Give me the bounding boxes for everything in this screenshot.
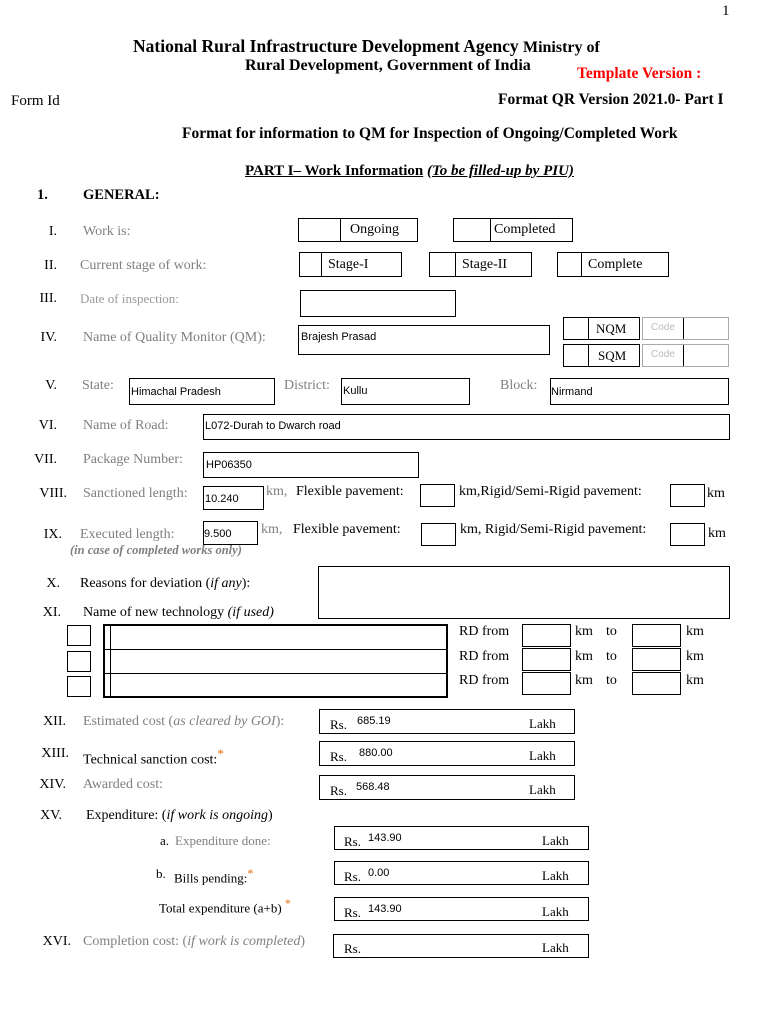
tech-sanction-value: 880.00: [359, 747, 393, 759]
executed-flexible-input[interactable]: [421, 523, 456, 546]
technology-checkbox-2[interactable]: [67, 651, 91, 672]
district-value: Kullu: [343, 385, 368, 397]
executed-note: (in case of completed works only): [70, 543, 242, 557]
rd-to-label-1: to: [606, 624, 617, 639]
row-num-viii: VIII.: [39, 486, 67, 501]
sanctioned-flexible-input[interactable]: [420, 484, 455, 507]
rd-to-label-2: to: [606, 649, 617, 664]
executed-km-unit: km,: [261, 522, 283, 537]
reasons-label-em: if any: [210, 576, 242, 591]
total-expenditure-input[interactable]: [334, 897, 589, 921]
block-label: Block:: [500, 378, 538, 393]
part-heading: [245, 163, 574, 180]
total-expenditure-required-icon: *: [284, 896, 291, 910]
row-num-ix: IX.: [43, 527, 62, 542]
completion-cost-unit: Lakh: [542, 940, 569, 955]
bills-pending-label: [174, 866, 253, 886]
stage-1-label: Stage-I: [328, 257, 369, 272]
awarded-cost-input[interactable]: [319, 775, 575, 800]
qm-label: Name of Quality Monitor (QM):: [83, 330, 266, 345]
completion-cost-label-text: Completion cost: (: [83, 934, 188, 949]
stage-2-option[interactable]: [429, 252, 532, 277]
completed-checkbox[interactable]: [454, 219, 491, 241]
estimated-cost-label: [83, 714, 284, 730]
stage-1-checkbox[interactable]: [300, 253, 322, 276]
nqm-checkbox[interactable]: [564, 318, 589, 339]
nqm-label: NQM: [596, 321, 627, 336]
executed-length-label: Executed length:: [80, 527, 175, 542]
row-num-ii: II.: [44, 258, 57, 273]
district-label: District:: [284, 378, 330, 393]
reasons-label: [80, 576, 250, 592]
total-expenditure-unit: Lakh: [542, 904, 569, 919]
technology-name-table: [103, 624, 448, 698]
completion-cost-label-em: if work is completed: [187, 934, 301, 949]
tech-sanction-rs: Rs.: [330, 749, 347, 764]
agency-text: National Rural Infrastructure Development Agency: [133, 36, 519, 56]
nqm-code-input[interactable]: [642, 317, 729, 340]
completion-cost-label-end: ): [300, 934, 306, 949]
state-input[interactable]: [129, 378, 275, 405]
bills-pending-input[interactable]: [334, 861, 589, 885]
bills-pending-required-icon: *: [247, 866, 254, 880]
completed-label: Completed: [494, 222, 556, 237]
package-value: HP06350: [206, 459, 252, 471]
estimated-cost-rs: Rs.: [330, 717, 347, 732]
expenditure-label-em: if work is ongoing: [166, 808, 268, 823]
bills-pending-unit: Lakh: [542, 868, 569, 883]
estimated-cost-label-em: as cleared by GOI: [173, 714, 276, 729]
sanctioned-rigid-input[interactable]: [670, 484, 705, 507]
complete-label: Complete: [588, 257, 643, 272]
total-expenditure-value: 143.90: [368, 903, 402, 915]
sanctioned-km-unit: km,: [266, 484, 288, 499]
rd-km-label-2: km: [575, 649, 593, 664]
sanctioned-flexible-label: Flexible pavement:: [296, 484, 404, 499]
rd-km-end-2: km: [686, 649, 704, 664]
rd-to-input-2[interactable]: [632, 648, 681, 671]
completion-cost-label: [83, 934, 305, 950]
rd-km-end-3: km: [686, 673, 704, 688]
rd-from-input-1[interactable]: [522, 624, 571, 647]
rd-from-input-2[interactable]: [522, 648, 571, 671]
expenditure-done-rs: Rs.: [344, 834, 361, 849]
nqm-code-placeholder: Code: [651, 322, 675, 333]
qm-name-input[interactable]: [298, 325, 550, 355]
executed-rigid-label: km, Rigid/Semi-Rigid pavement:: [460, 522, 647, 537]
row-num-x: X.: [46, 576, 60, 591]
section-number: 1.: [37, 187, 48, 203]
rd-from-label-1: RD from: [459, 624, 510, 639]
sqm-option[interactable]: [563, 344, 640, 367]
rd-km-label-1: km: [575, 624, 593, 639]
total-expenditure-rs: Rs.: [344, 905, 361, 920]
date-input[interactable]: [300, 290, 456, 317]
sanctioned-rigid-km: km: [707, 486, 725, 501]
expenditure-b-num: b.: [156, 866, 166, 881]
technology-checkbox-3[interactable]: [67, 676, 91, 697]
ministry-line: Rural Development, Government of India: [245, 57, 531, 74]
stage-2-label: Stage-II: [462, 257, 508, 272]
format-version: Format QR Version 2021.0- Part I: [498, 91, 724, 108]
estimated-cost-unit: Lakh: [529, 716, 556, 731]
ongoing-checkbox[interactable]: [299, 219, 341, 241]
sanctioned-length-input[interactable]: [203, 486, 264, 510]
stage-2-checkbox[interactable]: [430, 253, 456, 276]
row-num-iv: IV.: [40, 330, 57, 345]
sqm-checkbox[interactable]: [564, 345, 589, 366]
bills-pending-rs: Rs.: [344, 869, 361, 884]
form-title: Format for information to QM for Inspection of Ongoing/Completed Work: [182, 125, 678, 142]
nqm-option[interactable]: [563, 317, 640, 340]
rd-from-label-2: RD from: [459, 649, 510, 664]
tech-sanction-unit: Lakh: [529, 748, 556, 763]
bills-pending-value: 0.00: [368, 867, 390, 879]
rd-km-label-3: km: [575, 673, 593, 688]
reasons-input[interactable]: [318, 566, 730, 619]
rd-to-label-3: to: [606, 673, 617, 688]
expenditure-label: [86, 808, 273, 824]
estimated-cost-input[interactable]: [319, 709, 575, 734]
block-input[interactable]: [550, 378, 729, 405]
completed-option[interactable]: [453, 218, 573, 242]
expenditure-label-text: Expenditure: (: [86, 808, 167, 823]
row-num-xiii: XIII.: [41, 746, 69, 761]
page-number: 1: [722, 3, 730, 19]
row-num-xv: XV.: [40, 808, 62, 823]
rd-from-input-3[interactable]: [522, 672, 571, 695]
state-label: State:: [82, 378, 114, 393]
complete-checkbox[interactable]: [558, 253, 582, 276]
package-label: Package Number:: [83, 452, 183, 467]
total-expenditure-label: [159, 896, 291, 916]
reasons-label-end: ):: [241, 576, 251, 591]
technology-label-text: Name of new technology: [83, 605, 228, 620]
tech-sanction-label: [83, 746, 224, 769]
awarded-cost-rs: Rs.: [330, 783, 347, 798]
ongoing-label: Ongoing: [350, 222, 399, 237]
state-value: Himachal Pradesh: [131, 386, 221, 398]
sqm-label: SQM: [598, 348, 627, 363]
executed-length-input[interactable]: [203, 521, 258, 545]
expenditure-done-label: Expenditure done:: [175, 833, 271, 848]
sanctioned-length-value: 10.240: [205, 493, 239, 505]
district-input[interactable]: [341, 378, 470, 405]
estimated-cost-label-end: ):: [275, 714, 285, 729]
reasons-label-text: Reasons for deviation (: [80, 576, 211, 591]
qm-name-value: Brajesh Prasad: [301, 331, 377, 343]
completion-cost-rs: Rs.: [344, 941, 361, 956]
awarded-cost-value: 568.48: [356, 781, 390, 793]
section-title: GENERAL:: [83, 187, 160, 203]
part-title: PART I– Work Information: [245, 163, 424, 179]
date-label: Date of inspection:: [80, 291, 179, 306]
executed-rigid-input[interactable]: [670, 523, 705, 546]
expenditure-done-value: 143.90: [368, 832, 402, 844]
complete-option[interactable]: [557, 252, 669, 277]
expenditure-a-num: a.: [160, 833, 170, 848]
template-version: Template Version :: [577, 65, 702, 82]
row-num-v: V.: [45, 378, 57, 393]
sanctioned-rigid-label: km,Rigid/Semi-Rigid pavement:: [459, 484, 642, 499]
road-label: Name of Road:: [83, 418, 169, 433]
row-num-vii: VII.: [34, 452, 57, 467]
executed-flexible-label: Flexible pavement:: [293, 522, 401, 537]
stage-1-option[interactable]: [299, 252, 402, 277]
row-num-iii: III.: [39, 291, 57, 306]
rd-km-end-1: km: [686, 624, 704, 639]
ongoing-option[interactable]: [298, 218, 418, 242]
technology-label: [83, 605, 274, 621]
work-is-label: Work is:: [83, 224, 131, 239]
awarded-cost-label: Awarded cost:: [83, 777, 163, 792]
block-value: Nirmand: [551, 386, 593, 398]
sqm-code-input[interactable]: [642, 344, 729, 367]
row-num-i: I.: [48, 224, 57, 239]
tech-sanction-label-text: Technical sanction cost:: [83, 752, 218, 768]
technology-checkbox-1[interactable]: [67, 625, 91, 646]
estimated-cost-value: 685.19: [357, 715, 391, 727]
tech-sanction-input[interactable]: [319, 741, 575, 766]
part-note: (To be filled-up by PIU): [427, 163, 574, 179]
ministry-text: Ministry of: [522, 39, 600, 56]
sanctioned-length-label: Sanctioned length:: [83, 486, 188, 501]
tech-sanction-required-icon: *: [217, 746, 224, 761]
sqm-code-placeholder: Code: [651, 349, 675, 360]
rd-from-label-3: RD from: [459, 673, 510, 688]
completion-cost-input[interactable]: [333, 934, 589, 958]
awarded-cost-unit: Lakh: [529, 782, 556, 797]
executed-length-value: 9.500: [204, 528, 232, 540]
row-num-xii: XII.: [43, 714, 66, 729]
expenditure-label-end: ): [268, 808, 273, 823]
executed-rigid-km: km: [708, 526, 726, 541]
row-num-xi: XI.: [42, 605, 61, 620]
bills-pending-label-text: Bills pending:: [174, 870, 248, 886]
expenditure-done-unit: Lakh: [542, 833, 569, 848]
stage-label: Current stage of work:: [80, 258, 207, 273]
agency-name: [133, 36, 600, 57]
road-input[interactable]: [203, 414, 730, 440]
row-num-vi: VI.: [38, 418, 57, 433]
expenditure-done-input[interactable]: [334, 826, 589, 850]
total-expenditure-label-text: Total expenditure (a+b): [159, 900, 282, 916]
estimated-cost-label-text: Estimated cost (: [83, 714, 174, 729]
row-num-xiv: XIV.: [39, 777, 66, 792]
rd-to-input-1[interactable]: [632, 624, 681, 647]
rd-to-input-3[interactable]: [632, 672, 681, 695]
row-num-xvi: XVI.: [42, 934, 71, 949]
road-value: L072-Durah to Dwarch road: [205, 420, 341, 432]
package-input[interactable]: [203, 452, 419, 478]
technology-label-em: (if used): [227, 605, 274, 620]
form-id-label: Form Id: [11, 93, 60, 109]
